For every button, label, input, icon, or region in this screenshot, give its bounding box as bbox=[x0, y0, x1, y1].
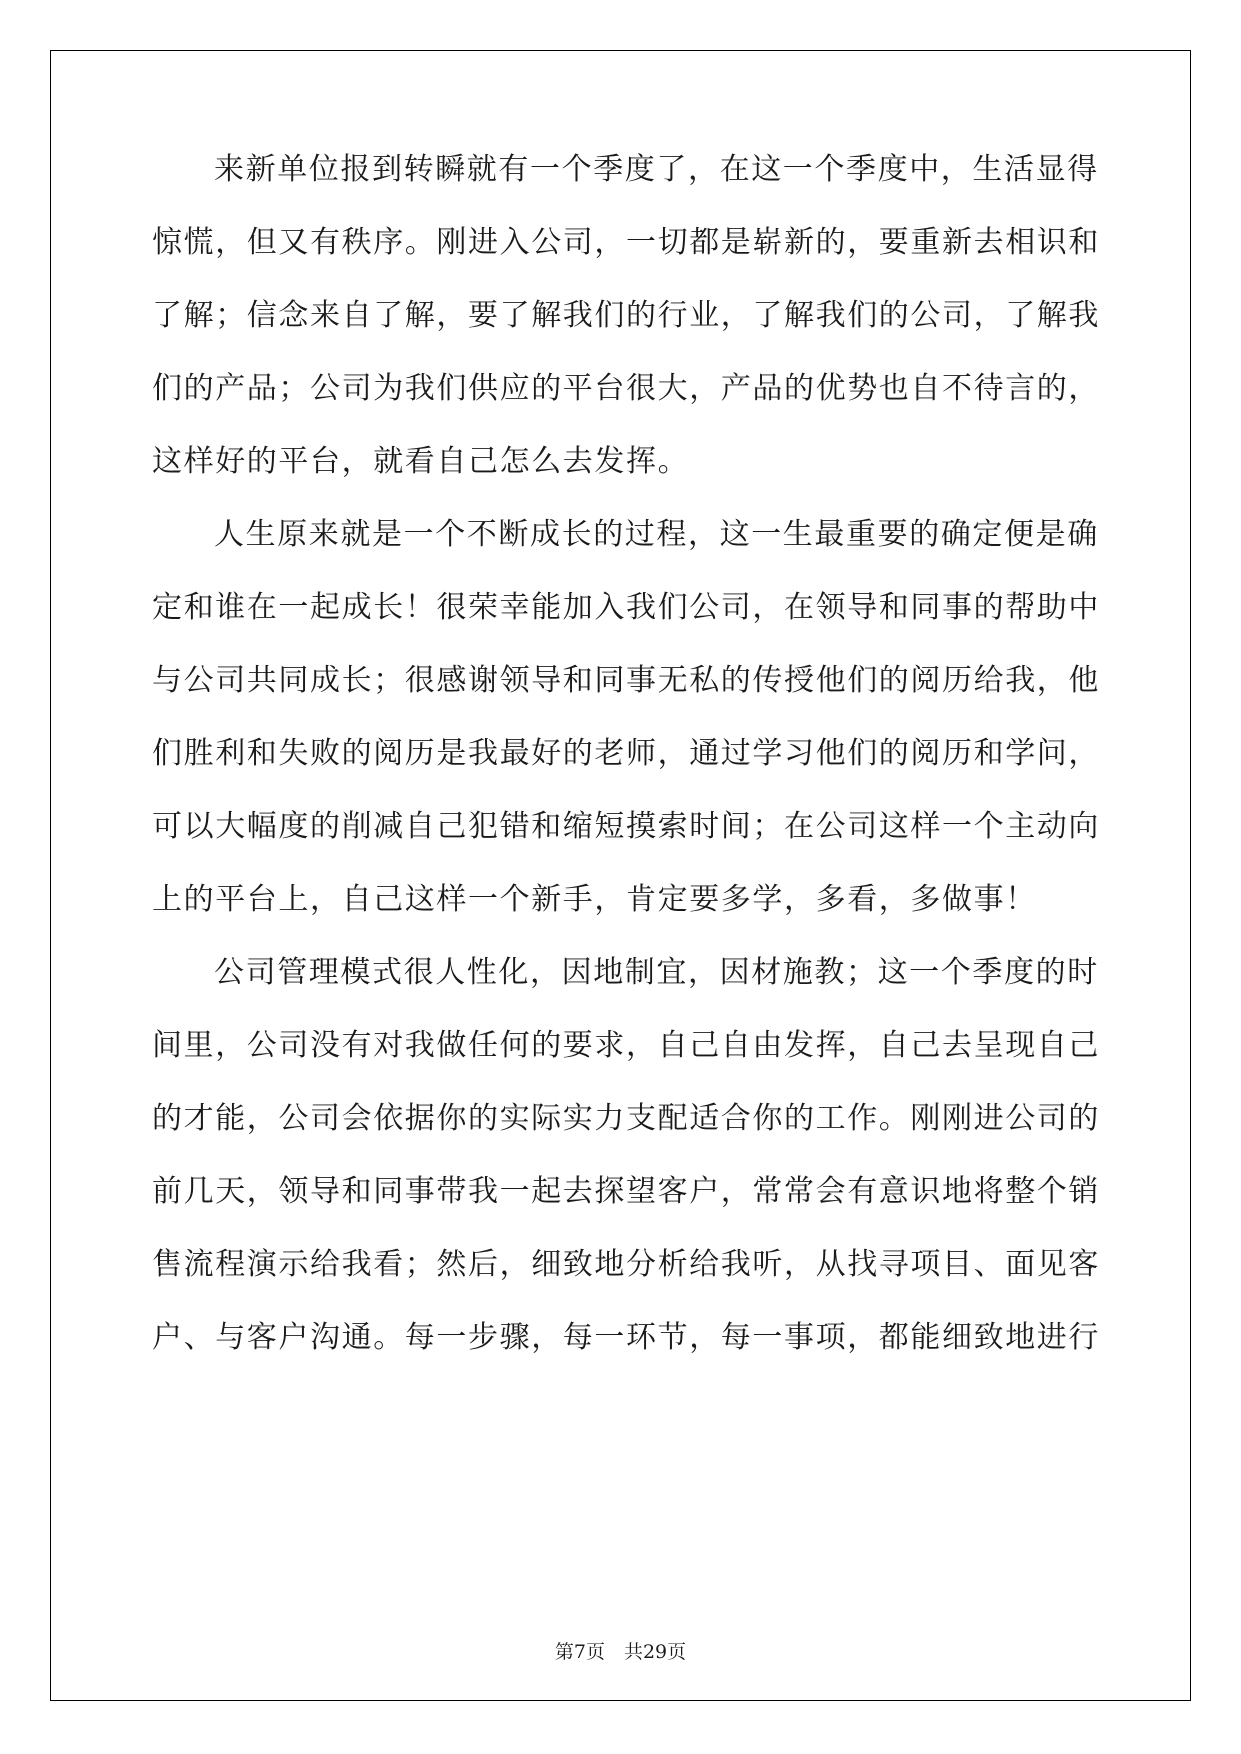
paragraph-2-line-4: 们胜利和失败的阅历是我最好的老师，通过学习他们的阅历和学问， bbox=[152, 736, 1100, 771]
paragraph-3-line-3: 的才能，公司会依据你的实际实力支配适合你的工作。刚刚进公司的 bbox=[152, 1101, 1100, 1136]
paragraph-1-line-4: 们的产品；公司为我们供应的平台很大，产品的优势也自不待言的， bbox=[152, 371, 1100, 406]
paragraph-3-line-4: 前几天，领导和同事带我一起去探望客户，常常会有意识地将整个销 bbox=[152, 1174, 1100, 1209]
paragraph-3-line-5: 售流程演示给我看；然后，细致地分析给我听，从找寻项目、面见客 bbox=[152, 1247, 1100, 1282]
paragraph-1-line-5: 这样好的平台，就看自己怎么去发挥。 bbox=[152, 444, 690, 479]
paragraph-2-line-1: 人生原来就是一个不断成长的过程，这一生最重要的确定便是确 bbox=[214, 517, 1099, 552]
paragraph-3-line-1: 公司管理模式很人性化，因地制宜，因材施教；这一个季度的时 bbox=[214, 955, 1099, 990]
paragraph-2-line-2: 定和谁在一起成长！很荣幸能加入我们公司，在领导和同事的帮助中 bbox=[152, 590, 1100, 625]
paragraph-1-line-2: 惊慌，但又有秩序。刚进入公司，一切都是崭新的，要重新去相识和 bbox=[152, 225, 1100, 260]
paragraph-2-line-3: 与公司共同成长；很感谢领导和同事无私的传授他们的阅历给我，他 bbox=[152, 663, 1100, 698]
paragraph-3-line-2: 间里，公司没有对我做任何的要求，自己自由发挥，自己去呈现自己 bbox=[152, 1028, 1100, 1063]
page-number-footer: 第7页 共29页 bbox=[554, 1641, 687, 1663]
paragraph-2-line-5: 可以大幅度的削减自己犯错和缩短摸索时间；在公司这样一个主动向 bbox=[152, 809, 1100, 844]
paragraph-3-line-6: 户、与客户沟通。每一步骤，每一环节，每一事项，都能细致地进行 bbox=[152, 1320, 1100, 1355]
paragraph-1-line-3: 了解；信念来自了解，要了解我们的行业，了解我们的公司，了解我 bbox=[152, 298, 1100, 333]
paragraph-2-line-6: 上的平台上，自己这样一个新手，肯定要多学，多看，多做事！ bbox=[152, 882, 1037, 917]
paragraph-1-line-1: 来新单位报到转瞬就有一个季度了，在这一个季度中，生活显得 bbox=[214, 152, 1099, 187]
